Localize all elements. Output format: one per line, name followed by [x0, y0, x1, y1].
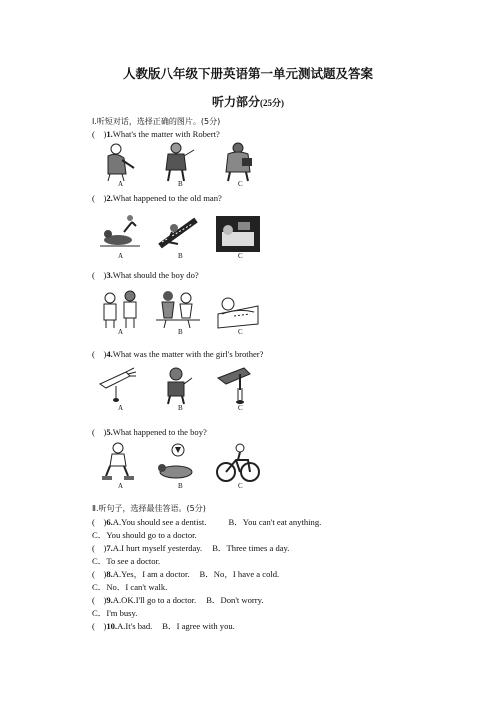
option-label-b: B	[178, 404, 183, 412]
q4-picture-c[interactable]	[214, 364, 262, 406]
option-label-c: C	[238, 328, 243, 336]
question-7: ( )7.A.I hurt myself yesterday. B．Three times a day.	[92, 543, 290, 553]
q5-picture-c[interactable]	[214, 442, 262, 484]
question-3: ( )3.What should the boy do?	[92, 270, 199, 280]
option-label-b: B	[178, 328, 183, 336]
question-10: ( )10.A.It's bad. B．I agree with you.	[92, 621, 235, 631]
q3-picture-a[interactable]	[96, 288, 144, 330]
question-5: ( )5.What happened to the boy?	[92, 427, 207, 437]
q1-picture-b[interactable]	[154, 140, 202, 182]
option-label-b: B	[178, 482, 183, 490]
part2-heading: Ⅱ.听句子，选择最佳答语。(5分)	[92, 504, 206, 513]
option-label-b: B	[178, 180, 183, 188]
option-label-c: C	[238, 252, 243, 260]
q2-pictures	[96, 212, 266, 260]
question-6: ( )6.A.You should see a dentist. B．You can't eat anything.	[92, 517, 322, 527]
question-8: ( )8.A.Yes，I am a doctor. B．No，I have a cold.	[92, 569, 280, 579]
option-label-a: A	[118, 404, 124, 412]
page-title: 人教版八年级下册英语第一单元测试题及答案	[122, 66, 373, 81]
option-label-a: A	[118, 252, 124, 260]
q4-picture-a[interactable]	[96, 364, 144, 406]
q2-picture-b[interactable]	[154, 212, 202, 254]
q3-picture-b[interactable]	[154, 288, 202, 330]
q5-picture-b[interactable]	[154, 442, 202, 484]
q1-pictures	[96, 140, 266, 188]
question-9-option-c: C．I'm busy.	[92, 608, 138, 618]
q5-picture-a[interactable]	[96, 442, 144, 484]
option-label-c: C	[238, 180, 243, 188]
option-label-c: C	[238, 482, 243, 490]
question-8-option-c: C．No．I can't walk.	[92, 582, 168, 592]
part1-heading: Ⅰ.听短对话，选择正确的图片。(5分)	[92, 117, 221, 126]
option-label-b: B	[178, 252, 183, 260]
q1-picture-c[interactable]	[214, 140, 262, 182]
q4-pictures	[96, 364, 266, 412]
question-1: ( )1.What's the matter with Robert?	[92, 129, 220, 139]
q2-picture-a[interactable]	[96, 212, 144, 254]
listening-heading: 听力部分(25分)	[211, 95, 284, 109]
q3-picture-c[interactable]	[214, 288, 262, 330]
option-label-c: C	[238, 404, 243, 412]
question-6-option-c: C．You should go to a doctor.	[92, 530, 197, 540]
listening-points: (25分)	[260, 98, 284, 108]
question-4: ( )4.What was the matter with the girl's brother?	[92, 349, 264, 359]
option-label-a: A	[118, 180, 124, 188]
option-label-a: A	[118, 482, 124, 490]
question-2: ( )2.What happened to the old man?	[92, 193, 222, 203]
q4-picture-b[interactable]	[154, 364, 202, 406]
q1-picture-a[interactable]	[96, 140, 144, 182]
question-9: ( )9.A.OK.I'll go to a doctor. B．Don't worry.	[92, 595, 264, 605]
question-7-option-c: C．To see a doctor.	[92, 556, 161, 566]
option-label-a: A	[118, 328, 124, 336]
q3-pictures	[96, 288, 266, 336]
q2-picture-c[interactable]	[214, 212, 262, 254]
q5-pictures	[96, 442, 266, 490]
